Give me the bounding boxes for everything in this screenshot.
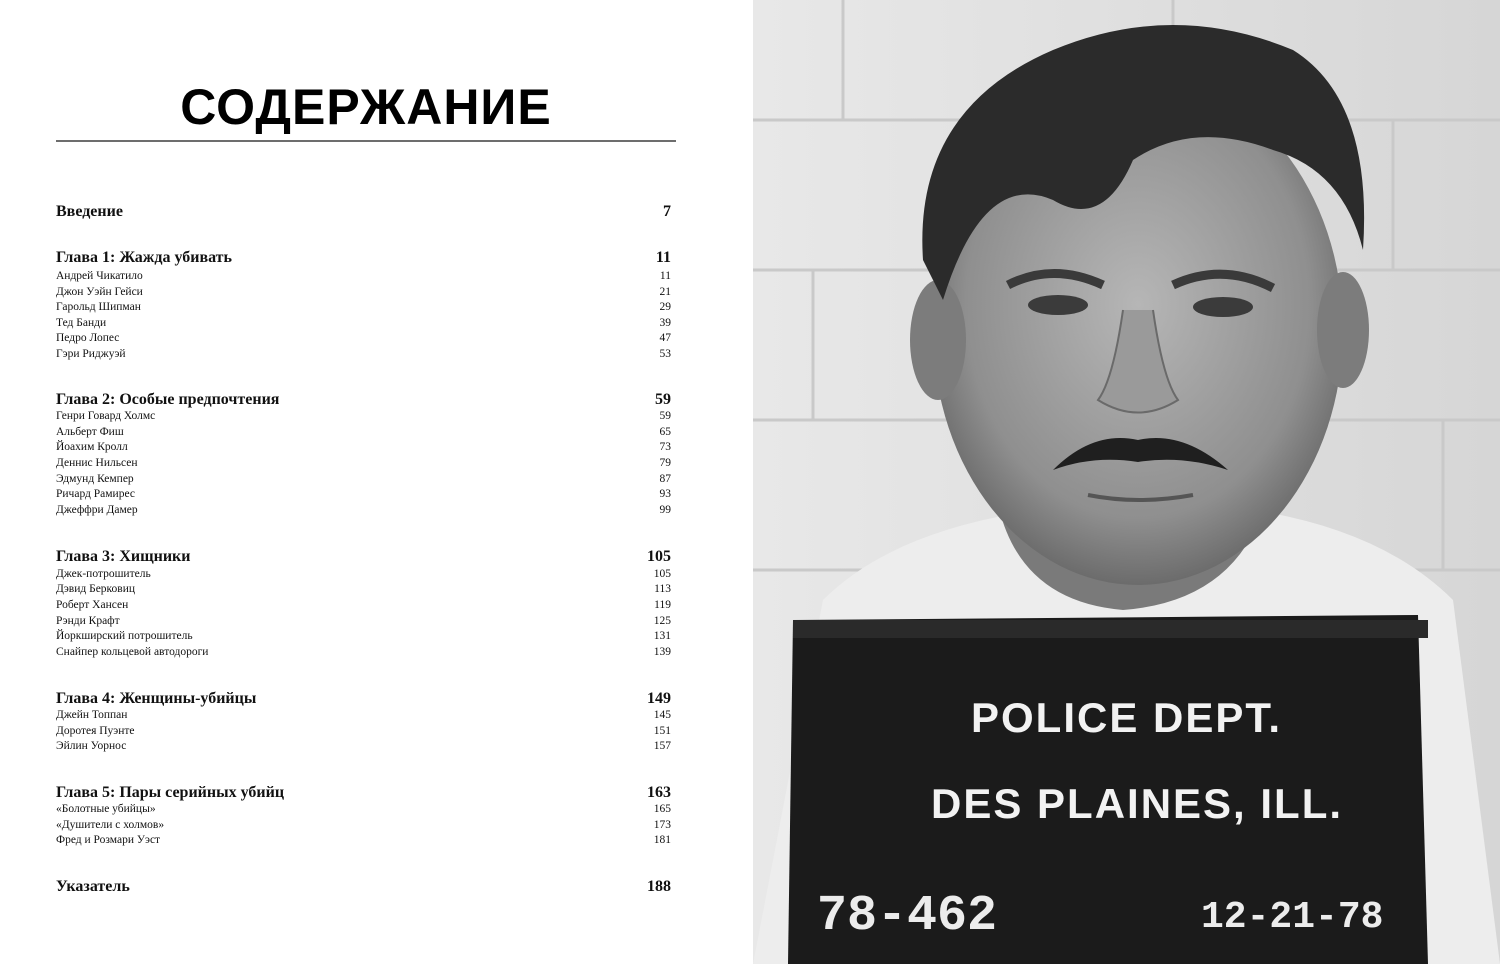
sign-top-rail — [793, 620, 1428, 638]
mugshot-photo — [753, 0, 1500, 964]
toc-chapter-3[interactable] — [56, 548, 671, 566]
toc-item-label: Снайпер кольцевой автодороги — [56, 646, 209, 658]
toc-item-label: Джон Уэйн Гейси — [56, 285, 143, 298]
toc-entry-label: Указатель — [56, 878, 130, 895]
toc-item[interactable] — [56, 615, 671, 627]
toc-chapter-2[interactable] — [56, 391, 671, 409]
right-ear — [1317, 272, 1369, 388]
toc-item-page: 165 — [653, 803, 671, 815]
toc-item-label: Рэнди Крафт — [56, 614, 120, 627]
toc-item[interactable] — [56, 348, 671, 360]
toc-item-page: 93 — [659, 488, 671, 500]
chapter-page: 163 — [647, 784, 671, 801]
toc-item-page: 73 — [659, 441, 671, 453]
toc-item[interactable] — [56, 834, 671, 846]
toc-item[interactable] — [56, 709, 671, 721]
toc-item-label: Гэри Риджуэй — [56, 347, 126, 360]
toc-item-page: 173 — [653, 819, 671, 831]
toc-item-label: Генри Говард Холмс — [56, 410, 156, 422]
toc-item-page: 39 — [659, 316, 671, 329]
toc-item[interactable] — [56, 740, 671, 752]
toc-item[interactable] — [56, 803, 671, 815]
toc-item[interactable] — [56, 301, 671, 313]
chapter-title: Глава 5: Пары серийных убийц — [56, 784, 285, 801]
toc-item-label: Педро Лопес — [56, 332, 120, 344]
toc-item[interactable] — [56, 441, 671, 453]
toc-item-label: «Душители с холмов» — [56, 819, 165, 831]
toc-item-page: 151 — [653, 724, 671, 737]
toc-item-page: 113 — [654, 583, 671, 595]
toc-item-page: 139 — [653, 646, 671, 658]
toc-item-page: 29 — [659, 301, 671, 313]
toc-item[interactable] — [56, 819, 671, 831]
toc-item-page: 119 — [654, 598, 671, 611]
toc-item-label: Эйлин Уорнос — [56, 740, 127, 752]
toc-chapter-4[interactable] — [56, 690, 671, 708]
toc-item[interactable] — [56, 426, 671, 438]
toc-entry-page: 188 — [647, 878, 671, 895]
toc-item[interactable] — [56, 286, 671, 298]
toc-item-page: 99 — [659, 504, 671, 516]
toc-item[interactable] — [56, 646, 671, 658]
toc-item-label: Деннис Нильсен — [56, 457, 138, 469]
toc-item[interactable] — [56, 630, 671, 642]
toc-entry-intro[interactable] — [56, 203, 671, 221]
chapter-page: 105 — [647, 548, 671, 565]
toc-entry-label: Введение — [56, 203, 123, 220]
sign-line-2: DES PLAINES, ILL. — [931, 780, 1344, 827]
toc-item-page: 145 — [653, 709, 671, 721]
toc-item-page: 131 — [653, 630, 671, 642]
toc-item-page: 157 — [653, 740, 671, 752]
toc-item-label: Ричард Рамирес — [56, 488, 135, 500]
toc-item-label: Андрей Чикатило — [56, 270, 143, 282]
left-ear — [910, 280, 966, 400]
chapter-page: 11 — [655, 249, 671, 266]
page-title: СОДЕРЖАНИЕ — [180, 79, 552, 135]
toc-entry-index[interactable] — [56, 878, 671, 896]
toc-item-label: «Болотные убийцы» — [56, 803, 156, 815]
toc-item-label: Альберт Фиш — [56, 425, 124, 438]
toc-item-page: 59 — [659, 410, 671, 422]
toc-item-page: 105 — [653, 567, 671, 580]
toc-item[interactable] — [56, 725, 671, 737]
toc-item[interactable] — [56, 599, 671, 611]
right-eye — [1193, 297, 1253, 317]
sign-booking-number: 78-462 — [817, 888, 998, 945]
toc-item-label: Фред и Розмари Уэст — [56, 834, 161, 846]
toc-item-label: Роберт Хансен — [56, 598, 129, 611]
toc-item-page: 65 — [659, 425, 671, 438]
chapter-title: Глава 2: Особые предпочтения — [56, 391, 280, 408]
toc-item-page: 125 — [653, 614, 671, 627]
toc-item-page: 21 — [659, 285, 671, 298]
toc-item-page: 11 — [659, 270, 671, 282]
toc-item-page: 181 — [653, 834, 671, 846]
toc-item[interactable] — [56, 317, 671, 329]
toc-item[interactable] — [56, 332, 671, 344]
toc-chapter-5[interactable] — [56, 784, 671, 802]
toc-item-label: Джейн Топпан — [56, 709, 128, 721]
toc-item[interactable] — [56, 410, 671, 422]
toc-item-label: Доротея Пуэнте — [56, 724, 135, 737]
chapter-title: Глава 4: Женщины-убийцы — [56, 690, 257, 707]
toc-item-label: Йоркширский потрошитель — [56, 630, 193, 642]
toc-item-label: Джеффри Дамер — [56, 504, 138, 516]
toc-item-label: Йоахим Кролл — [56, 441, 128, 453]
toc-chapter-1[interactable] — [56, 249, 671, 267]
chapter-page: 149 — [647, 690, 671, 707]
title-divider — [56, 140, 676, 142]
chapter-page: 59 — [655, 391, 671, 408]
toc-item-label: Джек-потрошитель — [56, 567, 151, 580]
toc-item-page: 87 — [659, 472, 671, 485]
toc-item-page: 53 — [659, 347, 671, 360]
sign-date: 12-21-78 — [1201, 896, 1384, 939]
toc-item-label: Тед Банди — [56, 316, 107, 329]
toc-item[interactable] — [56, 457, 671, 469]
toc-item[interactable] — [56, 270, 671, 282]
toc-item[interactable] — [56, 568, 671, 580]
left-eye — [1028, 295, 1088, 315]
toc-item-page: 79 — [659, 457, 671, 469]
toc-entry-page: 7 — [663, 203, 671, 220]
toc-item-label: Дэвид Берковиц — [56, 583, 136, 595]
chapter-title: Глава 3: Хищники — [56, 548, 191, 565]
toc-item[interactable] — [56, 473, 671, 485]
toc-item[interactable] — [56, 504, 671, 516]
toc-item[interactable] — [56, 583, 671, 595]
toc-item-page: 47 — [659, 332, 671, 344]
toc-item-label: Гарольд Шипман — [56, 301, 141, 313]
chapter-title: Глава 1: Жажда убивать — [56, 249, 232, 266]
toc-item-label: Эдмунд Кемпер — [56, 472, 134, 485]
toc-item[interactable] — [56, 488, 671, 500]
sign-line-1: POLICE DEPT. — [971, 694, 1283, 741]
